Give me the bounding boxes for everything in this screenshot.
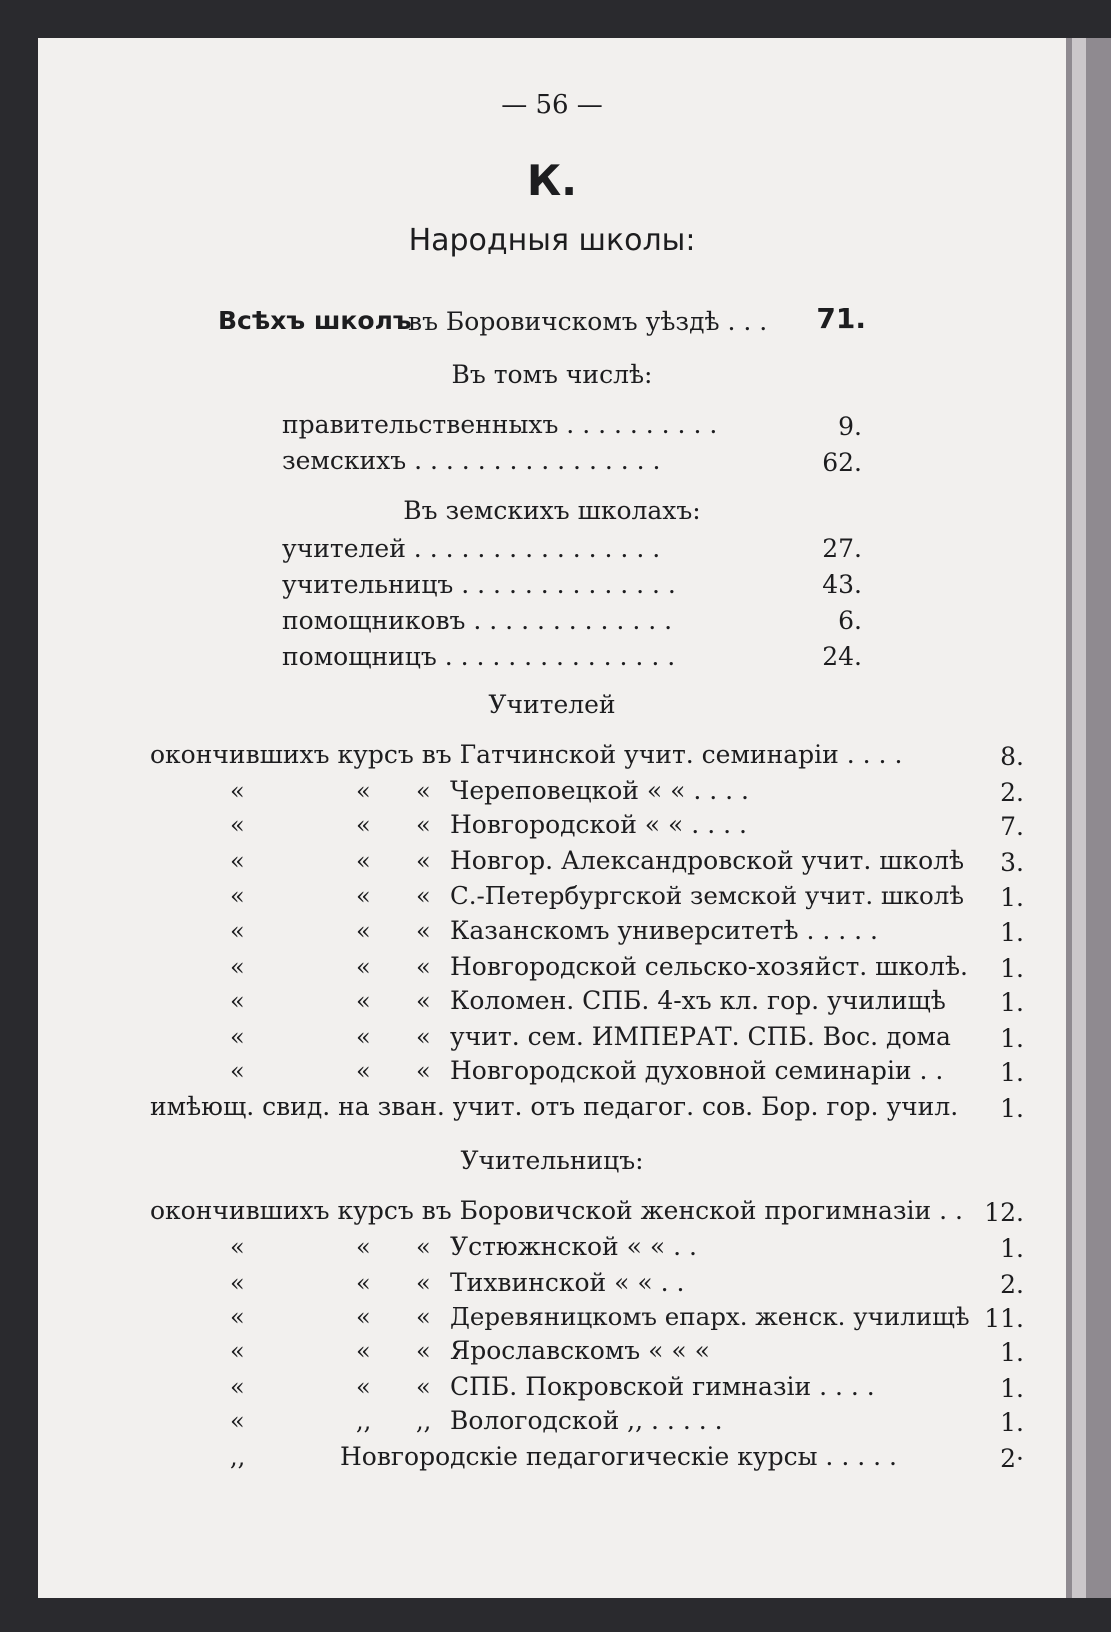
teacher-row-value: 7. xyxy=(1000,812,1024,841)
ditto-mark: « xyxy=(356,1337,371,1365)
ditto-mark: « xyxy=(230,953,245,981)
teacher-row-value: 1. xyxy=(1000,918,1024,947)
teacher-row-text: Новгородской сельско-хозяйст. школѣ. xyxy=(450,952,968,981)
document-page xyxy=(38,38,1066,1598)
ditto-mark: « xyxy=(416,1023,431,1051)
teacher-row-text: Новгородской духовной семинаріи . . xyxy=(450,1056,944,1085)
ditto-mark: ,, xyxy=(416,1407,432,1435)
female-teacher-row-text: Вологодской ,, . . . . . xyxy=(450,1406,723,1435)
ditto-mark: « xyxy=(230,777,245,805)
section-letter: К. xyxy=(526,156,578,205)
ditto-mark: « xyxy=(230,847,245,875)
ditto-mark: « xyxy=(416,1337,431,1365)
ditto-mark: « xyxy=(230,1269,245,1297)
teacher-row-value: 1. xyxy=(1000,1058,1024,1087)
ditto-mark: « xyxy=(356,1233,371,1261)
female-teacher-row-value: 11. xyxy=(984,1304,1024,1333)
staff-value: 24. xyxy=(822,642,862,671)
teacher-row-value: 8. xyxy=(1000,742,1024,771)
staff-value: 27. xyxy=(822,534,862,563)
female-teacher-row-text: Деревяницкомъ епарх. женск. училищѣ xyxy=(450,1302,970,1331)
ditto-mark: « xyxy=(230,811,245,839)
female-teacher-row-value: 2· xyxy=(1000,1444,1024,1473)
female-teacher-row-text: Новгородскіе педагогическіе курсы . . . . . xyxy=(340,1442,897,1471)
school-type-label: правительственныхъ . . . . . . . . . . xyxy=(282,410,718,439)
teachers-heading: Учителей xyxy=(488,690,616,719)
teacher-row-text: Новгор. Александровской учит. школѣ xyxy=(450,846,965,875)
page-number: — 56 — xyxy=(501,90,603,120)
teacher-row-value: 3. xyxy=(1000,848,1024,877)
ditto-mark: « xyxy=(230,1337,245,1365)
teacher-row-text: имѣющ. свид. на зван. учит. отъ педагог. сов. Бор. гор. учил. xyxy=(150,1092,959,1121)
ditto-mark: « xyxy=(416,847,431,875)
ditto-mark: « xyxy=(356,1269,371,1297)
staff-value: 6. xyxy=(838,606,862,635)
ditto-mark: « xyxy=(230,1407,245,1435)
staff-label: помощницъ . . . . . . . . . . . . . . . xyxy=(282,642,676,671)
staff-label: учительницъ . . . . . . . . . . . . . . xyxy=(282,570,676,599)
ditto-mark: « xyxy=(230,917,245,945)
ditto-mark: « xyxy=(356,917,371,945)
teacher-row-text: С.-Петербургской земской учит. школѣ xyxy=(450,881,965,910)
female-teacher-row-text: СПБ. Покровской гимназіи . . . . xyxy=(450,1372,875,1401)
ditto-mark: « xyxy=(356,1057,371,1085)
female-teacher-row-value: 1. xyxy=(1000,1408,1024,1437)
teacher-row-value: 2. xyxy=(1000,778,1024,807)
ditto-mark: « xyxy=(356,1023,371,1051)
total-label-bold: Всѣхъ школъ xyxy=(218,306,412,335)
ditto-mark: ,, xyxy=(230,1443,246,1471)
female-teachers-heading: Учительницъ: xyxy=(460,1146,644,1175)
ditto-mark: « xyxy=(416,917,431,945)
teacher-row-value: 1. xyxy=(1000,1094,1024,1123)
next-page-edge xyxy=(1066,38,1111,1598)
teacher-row-text: Казанскомъ университетѣ . . . . . xyxy=(450,916,879,945)
female-teacher-row-value: 1. xyxy=(1000,1234,1024,1263)
ditto-mark: « xyxy=(416,987,431,1015)
ditto-mark: « xyxy=(230,1303,245,1331)
ditto-mark: « xyxy=(416,1373,431,1401)
ditto-mark: « xyxy=(230,987,245,1015)
total-subtitle: Въ томъ числѣ: xyxy=(451,360,653,389)
school-type-label: земскихъ . . . . . . . . . . . . . . . . xyxy=(282,446,661,475)
ditto-mark: « xyxy=(230,1373,245,1401)
ditto-mark: « xyxy=(416,882,431,910)
ditto-mark: « xyxy=(416,1269,431,1297)
teacher-row-text: Коломен. СПБ. 4-хъ кл. гор. училищѣ xyxy=(450,986,946,1015)
teacher-row-value: 1. xyxy=(1000,883,1024,912)
female-teacher-row-value: 1. xyxy=(1000,1374,1024,1403)
ditto-mark: « xyxy=(356,953,371,981)
ditto-mark: « xyxy=(230,882,245,910)
ditto-mark: « xyxy=(416,1057,431,1085)
female-teacher-row-value: 1. xyxy=(1000,1338,1024,1367)
female-teacher-row-text: Ярославскомъ « « « xyxy=(450,1336,710,1365)
female-teacher-row-text: Тихвинской « « . . xyxy=(450,1268,685,1297)
ditto-mark: « xyxy=(356,987,371,1015)
ditto-mark: « xyxy=(416,777,431,805)
ditto-mark: « xyxy=(356,1303,371,1331)
teacher-row-value: 1. xyxy=(1000,1024,1024,1053)
female-teacher-row-value: 12. xyxy=(984,1198,1024,1227)
staff-label: помощниковъ . . . . . . . . . . . . . xyxy=(282,606,673,635)
female-teacher-row-text: окончившихъ курсъ въ Боровичской женской прогимназіи . . xyxy=(150,1196,963,1225)
ditto-mark: « xyxy=(416,953,431,981)
ditto-mark: « xyxy=(356,847,371,875)
teacher-row-value: 1. xyxy=(1000,954,1024,983)
ditto-mark: « xyxy=(356,882,371,910)
total-label: въ Боровичскомъ уѣздѣ . . . xyxy=(408,307,768,336)
zemstvo-subtitle: Въ земскихъ школахъ: xyxy=(403,496,701,525)
section-title: Народныя школы: xyxy=(408,223,696,258)
teacher-row-text: учит. сем. ИМПЕРАТ. СПБ. Вос. дома xyxy=(450,1022,951,1051)
school-type-value: 9. xyxy=(838,412,862,441)
teacher-row-value: 1. xyxy=(1000,988,1024,1017)
ditto-mark: « xyxy=(356,1373,371,1401)
female-teacher-row-text: Устюжнской « « . . xyxy=(450,1232,697,1261)
ditto-mark: « xyxy=(230,1233,245,1261)
female-teacher-row-value: 2. xyxy=(1000,1270,1024,1299)
teacher-row-text: окончившихъ курсъ въ Гатчинской учит. семинаріи . . . . xyxy=(150,740,903,769)
ditto-mark: « xyxy=(356,811,371,839)
staff-value: 43. xyxy=(822,570,862,599)
ditto-mark: « xyxy=(230,1057,245,1085)
ditto-mark: « xyxy=(356,777,371,805)
ditto-mark: ,, xyxy=(356,1407,372,1435)
ditto-mark: « xyxy=(416,811,431,839)
staff-label: учителей . . . . . . . . . . . . . . . . xyxy=(282,534,661,563)
ditto-mark: « xyxy=(416,1233,431,1261)
teacher-row-text: Новгородской « « . . . . xyxy=(450,810,747,839)
ditto-mark: « xyxy=(230,1023,245,1051)
ditto-mark: « xyxy=(416,1303,431,1331)
teacher-row-text: Череповецкой « « . . . . xyxy=(450,776,749,805)
total-value: 71. xyxy=(816,302,866,335)
school-type-value: 62. xyxy=(822,448,862,477)
